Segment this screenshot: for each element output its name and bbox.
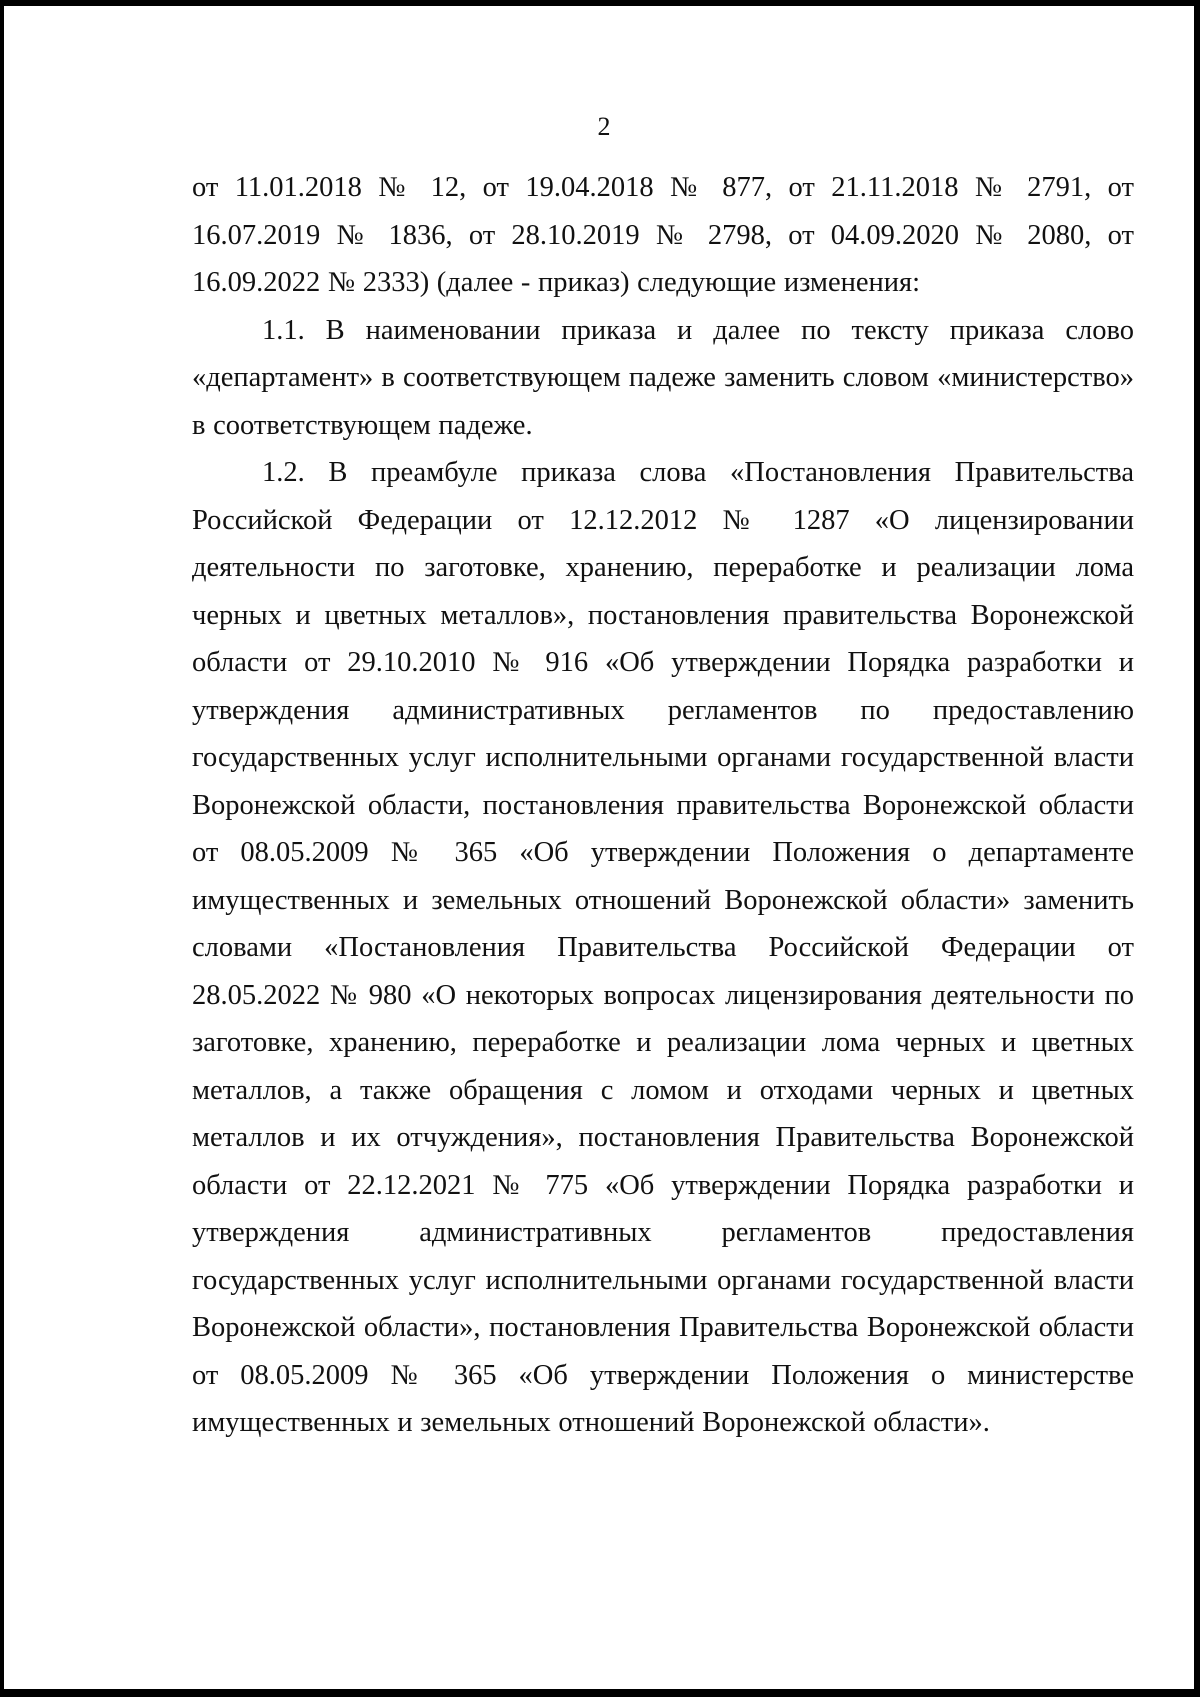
page-number: 2	[597, 112, 611, 141]
paragraph-1-2: 1.2. В преамбуле приказа слова «Постановления Правительства Российской Федерации от 12.12.2012 № 1287 «О лицензировании деятельности по заготовке, хранению, переработке и реализации лома черных и цветных металлов», постановления правительства Воронежской области от 29.10.2010 № 916 «Об утверждении Порядка разработки и утверждения административных регламентов по предоставлению государственных услуг исполнительными органами государственной власти Воронежской области, постановления правительства Воронежской области от 08.05.2009 № 365 «Об утверждении Положения о департаменте имущественных и земельных отношений Воронежской области» заменить словами «Постановления Правительства Российской Федерации от 28.05.2022 № 980 «О некоторых вопросах лицензирования деятельности по заготовке, хранению, переработке и реализации лома черных и цветных металлов, а также обращения с ломом и отходами черных и цветных металлов и их отчуждения», постановления Правительства Воронежской области от 22.12.2021 № 775 «Об утверждении Порядка разработки и утверждения административных регламентов предоставления государственных услуг исполнительными органами государственной власти Воронежской области», постановления Правительства Воронежской области от 08.05.2009 № 365 «Об утверждении Положения о министерстве имущественных и земельных отношений Воронежской области».	[192, 457, 1134, 1438]
document-body	[192, 164, 1134, 1447]
paragraph-1-1: 1.1. В наименовании приказа и далее по тексту приказа слово «департамент» в соответствующем падеже заменить словом «министерство» в соответствующем падеже.	[192, 314, 1134, 441]
paragraph-continuation: от 11.01.2018 № 12, от 19.04.2018 № 877, от 21.11.2018 № 2791, от 16.07.2019 № 1836, от 28.10.2019 № 2798, от 04.09.2020 № 2080, от 16.09.2022 № 2333) (далее - приказ) следующие изменения:	[192, 172, 1134, 298]
